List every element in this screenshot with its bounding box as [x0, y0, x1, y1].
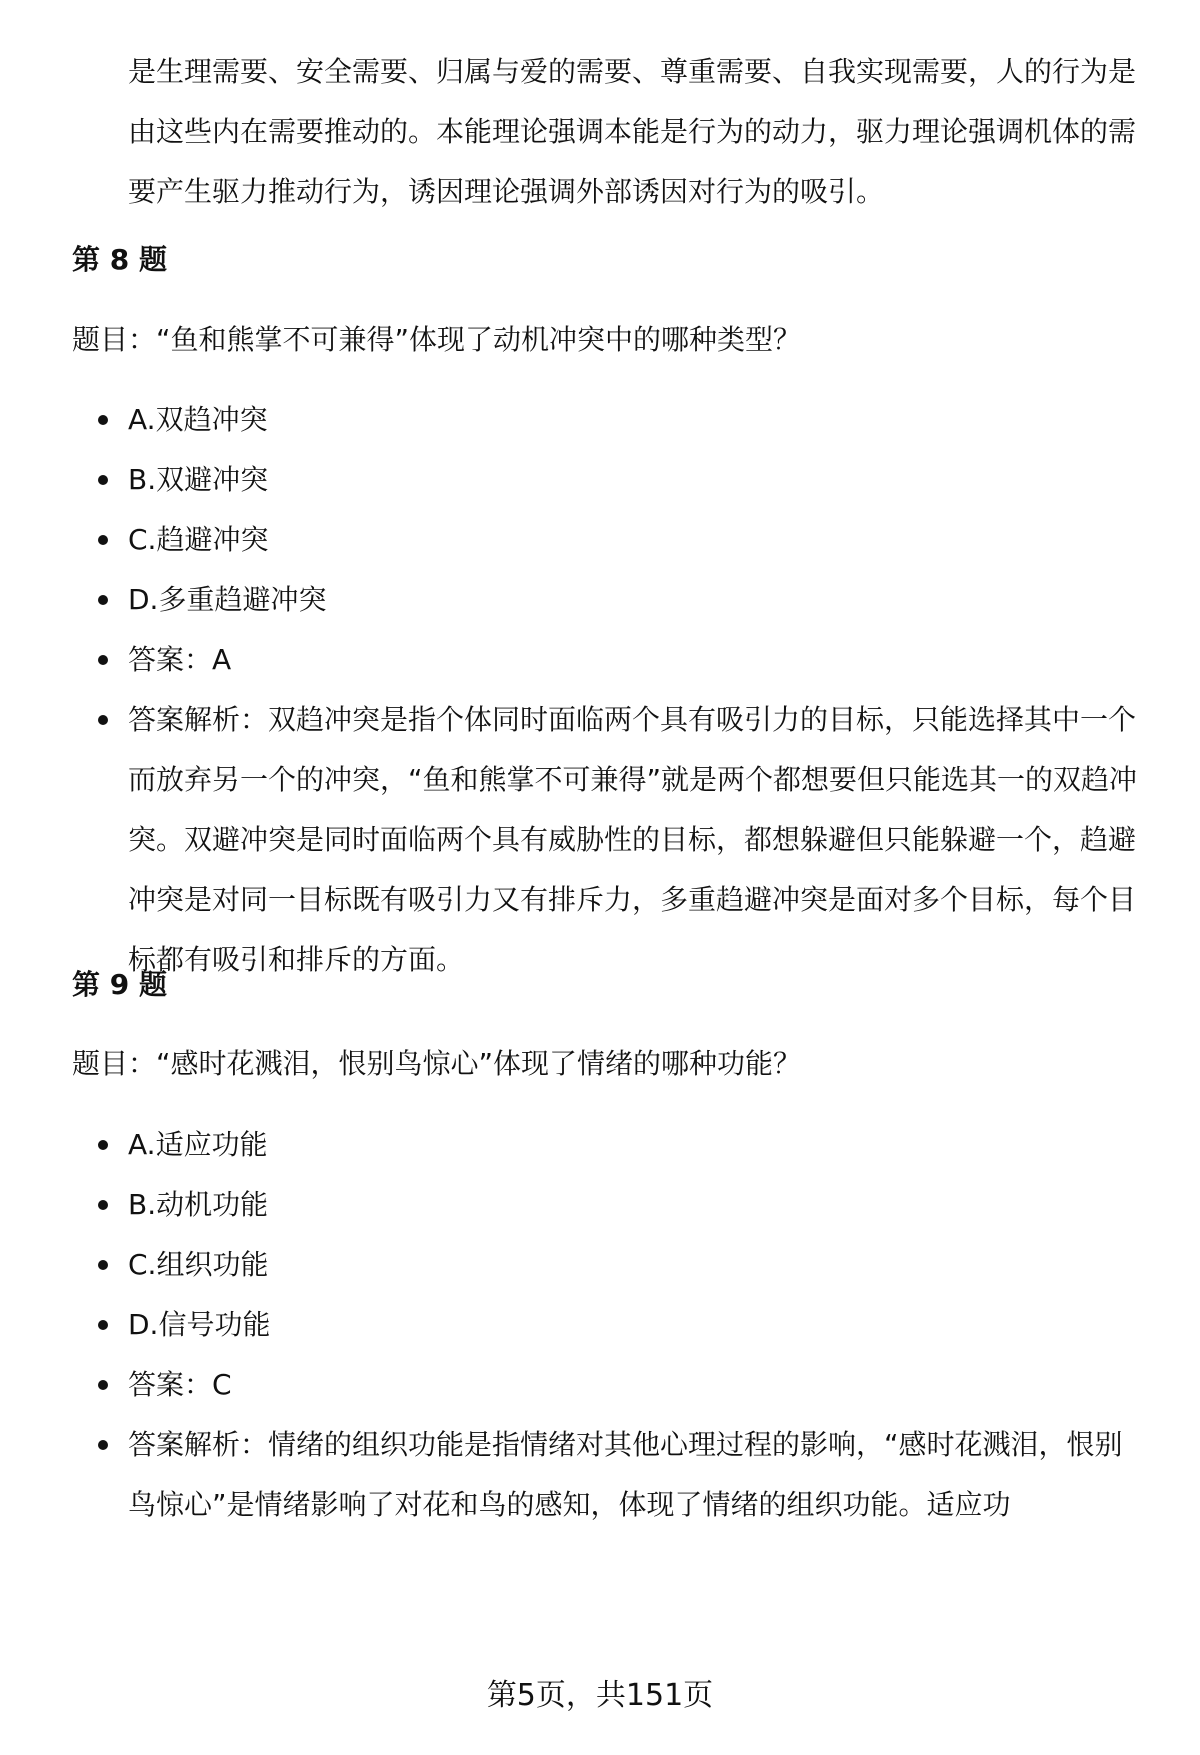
question-8-heading: 第 8 题 [72, 243, 167, 276]
question-9-prompt: 题目：“感时花溅泪，恨别鸟惊心”体现了情绪的哪种功能？ [72, 1047, 802, 1080]
bullet-icon [98, 1200, 108, 1210]
list-item [0, 450, 1138, 510]
option-b: B.动机功能 [128, 1188, 269, 1221]
bullet-icon [98, 1260, 108, 1270]
option-c: C.组织功能 [128, 1248, 269, 1281]
bullet-icon [98, 655, 108, 665]
answer: 答案：C [128, 1368, 232, 1401]
bullet-icon [98, 1440, 108, 1450]
list-item [0, 1175, 1138, 1235]
list-item [0, 1415, 1138, 1535]
list-item [0, 510, 1138, 570]
option-a: A.双趋冲突 [128, 403, 268, 436]
question-9-list [0, 1115, 1200, 1535]
bullet-icon [98, 535, 108, 545]
bullet-icon [98, 475, 108, 485]
continuation-paragraph: 是生理需要、安全需要、归属与爱的需要、尊重需要、自我实现需要，人的行为是由这些内在需要推动的。本能理论强调本能是行为的动力，驱力理论强调机体的需要产生驱力推动行为，诱因理论强调外部诱因对行为的吸引。 [128, 55, 1137, 208]
question-8-list [0, 390, 1200, 990]
bullet-icon [98, 1140, 108, 1150]
question-8-prompt: 题目：“鱼和熊掌不可兼得”体现了动机冲突中的哪种类型？ [72, 323, 802, 356]
answer-analysis: 答案解析：情绪的组织功能是指情绪对其他心理过程的影响，“感时花溅泪，恨别鸟惊心”是情绪影响了对花和鸟的感知，体现了情绪的组织功能。适应功 [128, 1428, 1123, 1521]
bullet-icon [98, 1380, 108, 1390]
list-item [0, 570, 1138, 630]
option-d: D.多重趋避冲突 [128, 583, 327, 616]
list-item [0, 1295, 1138, 1355]
list-item [0, 1355, 1138, 1415]
list-item [0, 390, 1138, 450]
list-item [0, 1235, 1138, 1295]
bullet-icon [98, 1320, 108, 1330]
page-footer: 第5页，共151页 [486, 1678, 714, 1713]
answer-analysis: 答案解析：双趋冲突是指个体同时面临两个具有吸引力的目标，只能选择其中一个而放弃另一个的冲突，“鱼和熊掌不可兼得”就是两个都想要但只能选其一的双趋冲突。双避冲突是同时面临两个具有威胁性的目标，都想躲避但只能躲避一个，趋避冲突是对同一目标既有吸引力又有排斥力，多重趋避冲突是面对多个目标，每个目标都有吸引和排斥的方面。 [128, 703, 1138, 976]
question-9-heading: 第 9 题 [72, 968, 167, 1001]
bullet-icon [98, 415, 108, 425]
option-c: C.趋避冲突 [128, 523, 269, 556]
option-b: B.双避冲突 [128, 463, 269, 496]
bullet-icon [98, 595, 108, 605]
bullet-icon [98, 715, 108, 725]
answer: 答案：A [128, 643, 232, 676]
list-item [0, 630, 1138, 690]
option-a: A.适应功能 [128, 1128, 268, 1161]
option-d: D.信号功能 [128, 1308, 271, 1341]
list-item [0, 1115, 1138, 1175]
list-item [0, 690, 1138, 990]
